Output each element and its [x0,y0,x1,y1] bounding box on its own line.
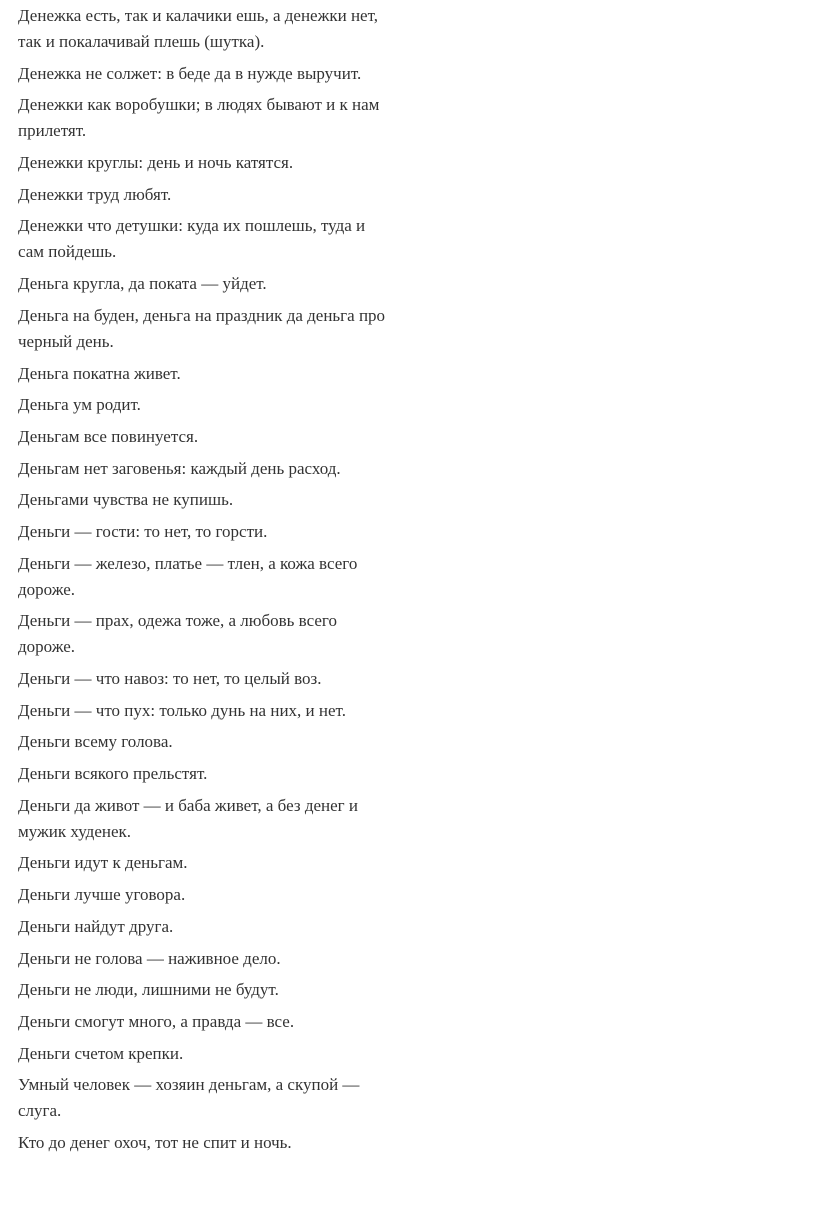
proverb: Деньги да живот — и баба живет, а без денег и мужик худенек. [18,795,358,841]
proverb: Деньги найдут друга. [18,916,174,936]
proverb: Кто до денег охоч, тот не спит и ночь. [18,1132,292,1152]
proverb: Деньга на буден, деньга на праздник да деньга про черный день. [18,305,386,351]
proverb: Деньги — прах, одежа тоже, а любовь всего дороже. [18,611,337,657]
proverb: Деньгам нет заговенья: каждый день расход. [18,458,341,478]
proverb: Деньги всему голова. [18,732,173,752]
proverb: Денежки круглы: день и ночь катятся. [18,153,294,173]
proverb: Деньги не люди, лишними не будут. [18,980,279,1000]
proverb: Деньги — железо, платье — тлен, а кожа всего дороже. [18,553,358,599]
proverb: Денежка не солжет: в беде да в нужде выручит. [18,63,362,83]
proverb: Деньги смогут много, а правда — все. [18,1011,295,1031]
proverb: Деньги идут к деньгам. [18,853,188,873]
proverb: Деньга кругла, да поката — уйдет. [18,274,267,294]
proverb: Деньга покатна живет. [18,363,181,383]
proverb: Денежки как воробушки; в людях бывают и к нам прилетят. [18,95,380,141]
proverb: Деньги всякого прельстят. [18,764,208,784]
proverb: Денежки труд любят. [18,184,172,204]
proverb: Деньгам все повинуется. [18,426,199,446]
proverb: Деньга ум родит. [18,395,141,415]
proverb: Денежки что детушки: куда их пошлешь, туда и сам пойдешь. [18,216,366,262]
proverb: Деньги лучше уговора. [18,885,186,905]
proverb: Деньги — что пух: только дунь на них, и нет. [18,700,346,720]
proverb: Деньги не голова — наживное дело. [18,948,281,968]
proverb: Деньги счетом крепки. [18,1043,184,1063]
proverb: Умный человек — хозяин деньгам, а скупой — слуга. [18,1075,360,1121]
proverb: Деньги — что навоз: то нет, то целый воз. [18,669,322,688]
proverb: Деньгами чувства не купишь. [18,490,234,510]
proverb: Деньги — гости: то нет, то горсти. [18,521,268,541]
proverb: Денежка есть, так и калачики ешь, а денежки нет, так и покалачивай плешь (шутка). [18,6,378,51]
proverb-list [18,0,390,1156]
